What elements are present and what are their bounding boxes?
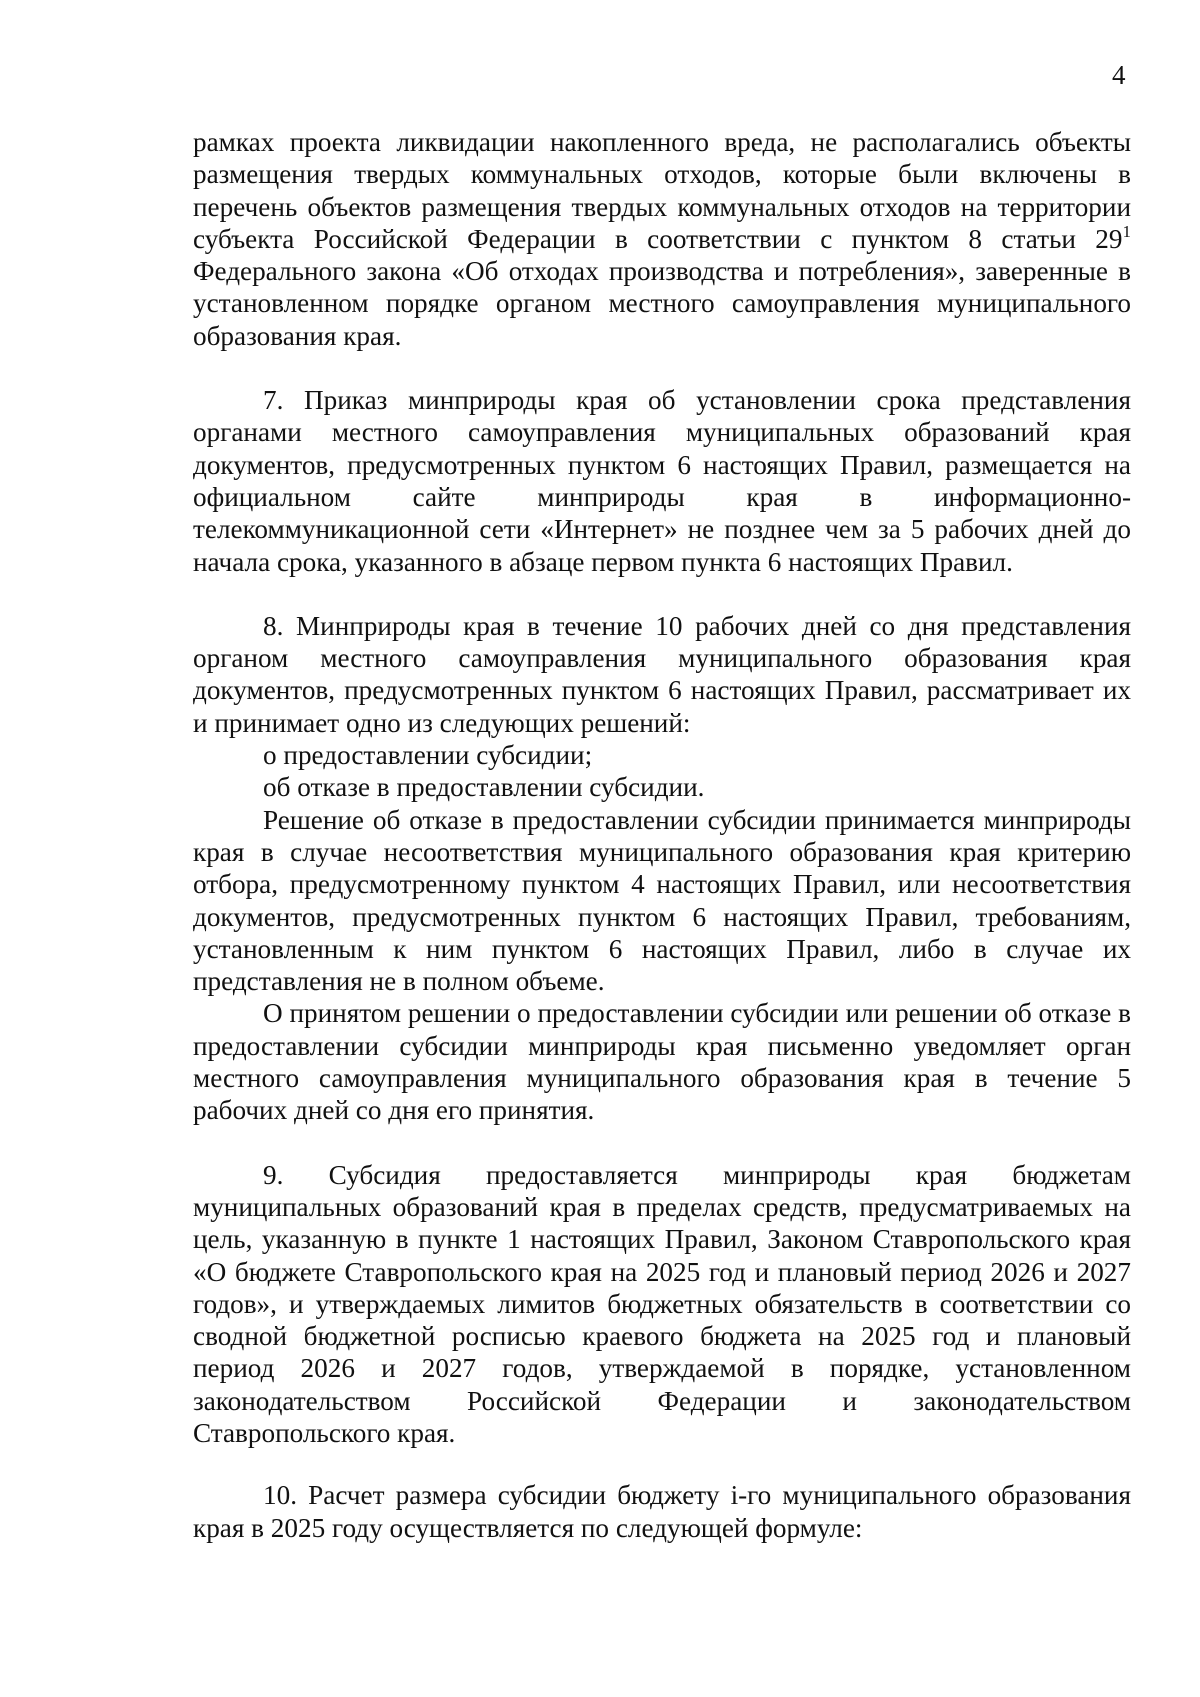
paragraph-6-continuation: [193, 126, 1131, 352]
document-body: [193, 126, 1131, 1544]
paragraph-10: 10. Расчет размера субсидии бюджету i-го муниципального образования края в 2025 году осуществляется по следующей формуле:: [193, 1480, 1131, 1543]
paragraph-8-option-refusal: об отказе в предоставлении субсидии.: [263, 772, 705, 803]
paragraph-8-intro: 8. Минприроды края в течение 10 рабочих дней со дня представления органом местного самоуправления муниципального образования края документов, предусмотренных пунктом 6 настоящих Правил, рассматривает их и принимает одно из следующих решений:: [193, 610, 1131, 738]
paragraph-8-notification: О принятом решении о предоставлении субсидии или решении об отказе в предоставлении субсидии минприроды края письменно уведомляет орган местного самоуправления муниципального образования края в течение 5 рабочих дней со дня его принятия.: [193, 998, 1131, 1126]
paragraph-6-text-b: Федерального закона «Об отходах производства и потребления», заверенные в установленном порядке органом местного самоуправления муниципального образования края.: [193, 256, 1131, 351]
paragraph-8-refusal-conditions: Решение об отказе в предоставлении субсидии принимается минприроды края в случае несоответствия муниципального образования края критерию отбора, предусмотренному пунктом 4 настоящих Правил, или несоответствия документов, предусмотренных пунктом 6 настоящих Правил, требованиям, установленным к ним пунктом 6 настоящих Правил, либо в случае их представления не в полном объеме.: [193, 804, 1131, 997]
page-number: 4: [1112, 60, 1126, 90]
paragraph-8-option-grant: о предоставлении субсидии;: [263, 740, 593, 771]
paragraph-7: 7. Приказ минприроды края об установлении срока представления органами местного самоуправления муниципальных образований края документов, предусмотренных пунктом 6 настоящих Правил, размещается на официальном сайте минприроды края в информационно-телекоммуникационной сети «Интернет» не позднее чем за 5 рабочих дней до начала срока, указанного в абзаце первом пункта 6 настоящих Правил.: [193, 385, 1131, 577]
paragraph-6-text-a: рамках проекта ликвидации накопленного вреда, не располагались объекты размещения твердых коммунальных отходов, которые были включены в перечень объектов размещения твердых коммунальных отходов на территории субъекта Российской Федерации в соответствии с пунктом 8 статьи 29: [193, 127, 1131, 254]
article-superscript: 1: [1122, 221, 1131, 241]
paragraph-9: 9. Субсидия предоставляется минприроды края бюджетам муниципальных образований края в пределах средств, предусматриваемых на цель, указанную в пункте 1 настоящих Правил, Законом Ставропольского края «О бюджете Ставропольского края на 2025 год и плановый период 2026 и 2027 годов», и утверждаемых лимитов бюджетных обязательств в соответствии со сводной бюджетной росписью краевого бюджета на 2025 год и плановый период 2026 и 2027 годов, утверждаемой в порядке, установленном законодательством Российской Федерации и законодательством Ставропольского края.: [193, 1159, 1131, 1448]
